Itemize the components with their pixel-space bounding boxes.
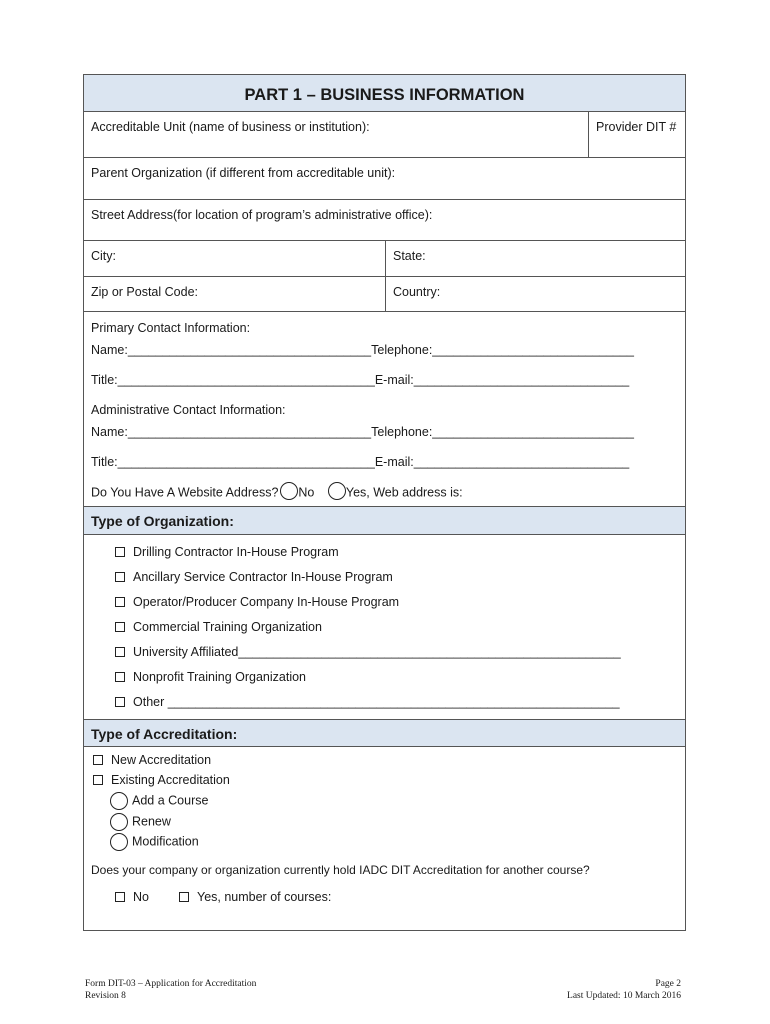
country-label: Country:	[393, 285, 441, 299]
footer-right	[567, 978, 681, 1002]
admin-title-email-line[interactable]: Title:_____________________________________E-mail:_______________________________	[91, 455, 630, 469]
contacts-section	[84, 312, 685, 506]
zip-label: Zip or Postal Code:	[91, 285, 198, 299]
checkbox-icon[interactable]	[115, 572, 125, 582]
org-option-university[interactable]: University Affiliated_______________________________________________________	[115, 645, 621, 659]
street-address-row	[84, 200, 685, 241]
website-yes-radio[interactable]	[328, 482, 346, 500]
zip-field[interactable]	[84, 277, 385, 311]
parent-org-field[interactable]	[84, 158, 685, 199]
parent-org-label: Parent Organization (if different from accreditable unit):	[91, 166, 396, 180]
website-question: Do You Have A Website Address?	[91, 485, 279, 500]
country-field[interactable]	[386, 277, 685, 311]
org-option-ancillary[interactable]: Ancillary Service Contractor In-House Program	[115, 570, 393, 584]
iadc-no-option[interactable]: No	[115, 890, 149, 904]
state-field[interactable]	[386, 241, 685, 276]
state-label: State:	[393, 249, 426, 263]
city-label: City:	[91, 249, 116, 263]
radio-icon[interactable]	[110, 813, 128, 831]
checkbox-icon[interactable]	[93, 755, 103, 765]
primary-name-telephone-line[interactable]: Name:___________________________________Telephone:_____________________________	[91, 343, 634, 357]
checkbox-icon[interactable]	[179, 892, 189, 902]
org-type-heading: Type of Organization:	[84, 506, 685, 535]
checkbox-icon[interactable]	[115, 672, 125, 682]
checkbox-icon[interactable]	[115, 647, 125, 657]
accreditation-section	[84, 747, 685, 931]
zip-country-row	[84, 277, 685, 312]
org-option-commercial[interactable]: Commercial Training Organization	[115, 620, 322, 634]
radio-icon[interactable]	[110, 833, 128, 851]
accreditation-type-heading: Type of Accreditation:	[84, 719, 685, 747]
primary-title-email-line[interactable]: Title:_____________________________________E-mail:_______________________________	[91, 373, 630, 387]
checkbox-icon[interactable]	[93, 775, 103, 785]
modification-option[interactable]: Modification	[110, 833, 199, 851]
new-accreditation-option[interactable]: New Accreditation	[93, 753, 211, 767]
city-field[interactable]	[84, 241, 385, 276]
application-form	[83, 74, 686, 931]
checkbox-icon[interactable]	[115, 892, 125, 902]
footer-revision: Revision 8	[85, 991, 126, 1001]
iadc-yes-option[interactable]: Yes, number of courses:	[179, 890, 331, 904]
accreditable-unit-label: Accreditable Unit (name of business or institution):	[91, 120, 370, 134]
accreditable-unit-row	[84, 112, 685, 158]
website-no-radio[interactable]	[280, 482, 298, 500]
footer-updated: Last Updated: 10 March 2016	[567, 991, 681, 1001]
primary-contact-heading: Primary Contact Information:	[91, 321, 251, 335]
org-option-other[interactable]: Other _________________________________________________________________	[115, 695, 620, 709]
renew-option[interactable]: Renew	[110, 813, 171, 831]
checkbox-icon[interactable]	[115, 547, 125, 557]
checkbox-icon[interactable]	[115, 622, 125, 632]
street-address-label: Street Address(for location of program’s administrative office):	[91, 208, 433, 222]
form-title: PART 1 – BUSINESS INFORMATION	[84, 75, 685, 112]
parent-org-row	[84, 158, 685, 200]
org-option-drilling[interactable]: Drilling Contractor In-House Program	[115, 545, 339, 559]
iadc-question: Does your company or organization currently hold IADC DIT Accreditation for another course?	[91, 863, 590, 877]
checkbox-icon[interactable]	[115, 697, 125, 707]
provider-dit-field[interactable]	[589, 112, 685, 157]
website-question-row	[91, 484, 463, 502]
existing-accreditation-option[interactable]: Existing Accreditation	[93, 773, 230, 787]
street-address-field[interactable]	[84, 200, 685, 240]
org-type-section	[84, 535, 685, 719]
website-no-label: No	[298, 485, 315, 500]
admin-contact-heading: Administrative Contact Information:	[91, 403, 286, 417]
city-state-row	[84, 241, 685, 277]
accreditable-unit-field[interactable]	[84, 112, 588, 157]
footer-left	[85, 978, 256, 1002]
radio-icon[interactable]	[110, 792, 128, 810]
website-yes-label: Yes, Web address is:	[345, 485, 463, 500]
checkbox-icon[interactable]	[115, 597, 125, 607]
add-course-option[interactable]: Add a Course	[110, 792, 208, 810]
footer-form-name: Form DIT-03 – Application for Accreditation	[85, 979, 257, 989]
org-option-operator[interactable]: Operator/Producer Company In-House Program	[115, 595, 399, 609]
footer-page: Page 2	[655, 979, 681, 989]
org-option-nonprofit[interactable]: Nonprofit Training Organization	[115, 670, 306, 684]
admin-name-telephone-line[interactable]: Name:___________________________________Telephone:_____________________________	[91, 425, 634, 439]
provider-dit-label: Provider DIT #	[596, 120, 677, 134]
